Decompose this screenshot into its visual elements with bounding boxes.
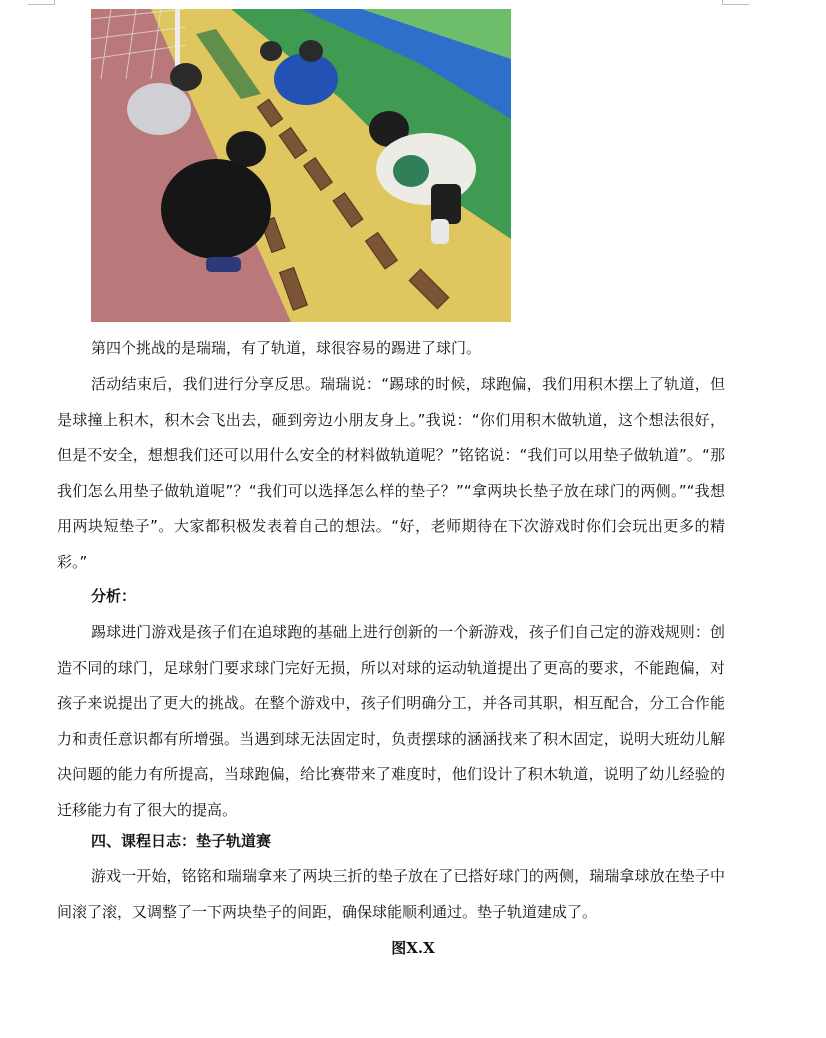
activity-photo [91, 9, 511, 322]
paragraph-mat-track: 游戏一开始，铭铭和瑞瑞拿来了两块三折的垫子放在了已搭好球门的两侧，瑞瑞拿球放在垫子中间滚了滚，又调整了一下两块垫子的间距，确保球能顺利通过。垫子轨道建成了。 [57, 867, 725, 921]
figure-caption: 图X.X [391, 939, 435, 957]
page-corner-mark-left [28, 0, 55, 5]
page-corner-mark-right [722, 0, 749, 5]
section-heading-course-log: 四、课程日志：垫子轨道赛 [91, 832, 272, 850]
paragraph-reflection: 活动结束后，我们进行分享反思。瑞瑞说：“踢球的时候，球跑偏，我们用积木摆上了轨道，但是球撞上积木，积木会飞出去，砸到旁边小朋友身上。”我说：“你们用积木做轨道，这个想法很好，但是不安全，想想我们还可以用什么安全的材料做轨道呢？”铭铭说：“我们可以用垫子做轨道”。“那我们怎么用垫子做轨道呢”？“我们可以选择怎么样的垫子？”“拿两块长垫子放在球门的两侧。”“我想用两块短垫子”。大家都积极发表着自己的想法。“好，老师期待在下次游戏时你们会玩出更多的精彩。” [57, 375, 725, 571]
paragraph-analysis: 踢球进门游戏是孩子们在追球跑的基础上进行创新的一个新游戏，孩子们自己定的游戏规则：创造不同的球门，足球射门要求球门完好无损，所以对球的运动轨道提出了更高的要求，不能跑偏，对孩子来说提出了更大的挑战。在整个游戏中，孩子们明确分工，并各司其职，相互配合，分工合作能力和责任意识都有所增强。当遇到球无法固定时，负责摆球的涵涵找来了积木固定，说明大班幼儿解决问题的能力有所提高，当球跑偏，给比赛带来了难度时，他们设计了积木轨道，说明了幼儿经验的迁移能力有了很大的提高。 [57, 623, 725, 819]
paragraph-challenge-four: 第四个挑战的是瑞瑞，有了轨道，球很容易的踢进了球门。 [91, 339, 482, 357]
analysis-heading: 分析： [91, 587, 137, 605]
